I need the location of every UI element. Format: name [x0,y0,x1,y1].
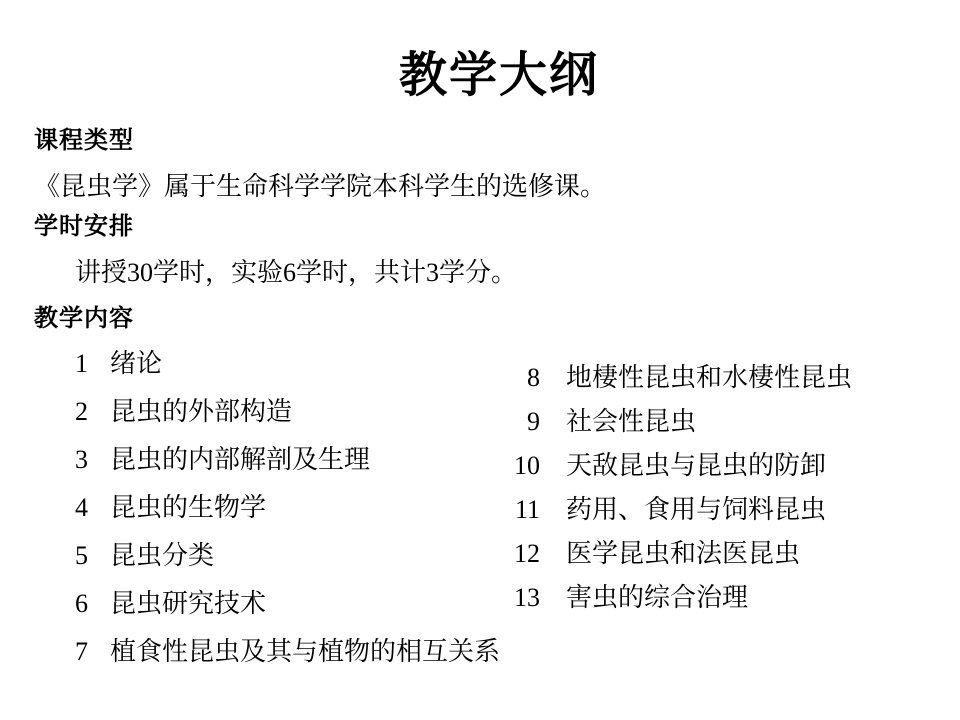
topic-item-2 [74,388,500,436]
topic-label: 药用、食用与饲料昆虫 [566,495,827,524]
topic-item-3 [74,436,500,484]
topic-item-10 [512,444,852,488]
heading-course-type: 课程类型 [34,127,134,154]
page-title: 教学大纲 [398,49,599,102]
topic-item-7 [74,628,500,676]
heading-content: 教学内容 [34,305,134,332]
topic-label: 天敌昆虫与昆虫的防卸 [566,451,827,480]
topic-label: 绪论 [110,349,163,378]
topic-label: 昆虫的内部解剖及生理 [110,445,371,474]
topic-number: 10 [514,451,540,480]
topic-list-left [74,340,500,676]
topic-label: 植食性昆虫及其与植物的相互关系 [110,637,501,666]
topic-number: 13 [514,583,540,612]
topic-item-6 [74,580,500,628]
topic-list-right [512,356,852,620]
heading-hours: 学时安排 [34,213,134,240]
topic-number: 6 [75,589,88,618]
topic-item-4 [74,484,500,532]
topic-label: 昆虫分类 [110,541,215,570]
topic-number: 5 [75,541,88,570]
topic-label: 昆虫的生物学 [110,493,267,522]
topic-label: 害虫的综合治理 [566,583,749,612]
topic-number: 11 [514,495,540,524]
topic-item-13 [512,576,852,620]
topic-number: 3 [75,445,88,474]
topic-label: 昆虫的外部构造 [110,397,293,426]
topic-number: 7 [75,637,88,666]
topic-item-1 [74,340,500,388]
body-hours: 讲授30学时，实验6学时，共计3学分。 [75,258,518,287]
topic-label: 社会性昆虫 [566,407,697,436]
topic-label: 昆虫研究技术 [110,589,267,618]
topic-number: 2 [75,397,88,426]
topic-item-8 [512,356,852,400]
topic-item-11 [512,488,852,532]
topic-number: 4 [75,493,88,522]
topic-label: 医学昆虫和法医昆虫 [566,539,801,568]
topic-number: 12 [514,539,540,568]
body-course-type: 《昆虫学》属于生命科学学院本科学生的选修课。 [34,172,607,201]
topic-item-9 [512,400,852,444]
topic-number: 9 [527,407,540,436]
topic-number: 8 [527,363,540,392]
topic-item-12 [512,532,852,576]
topic-number: 1 [75,349,88,378]
topic-item-5 [74,532,500,580]
topic-label: 地棲性昆虫和水棲性昆虫 [566,363,853,392]
